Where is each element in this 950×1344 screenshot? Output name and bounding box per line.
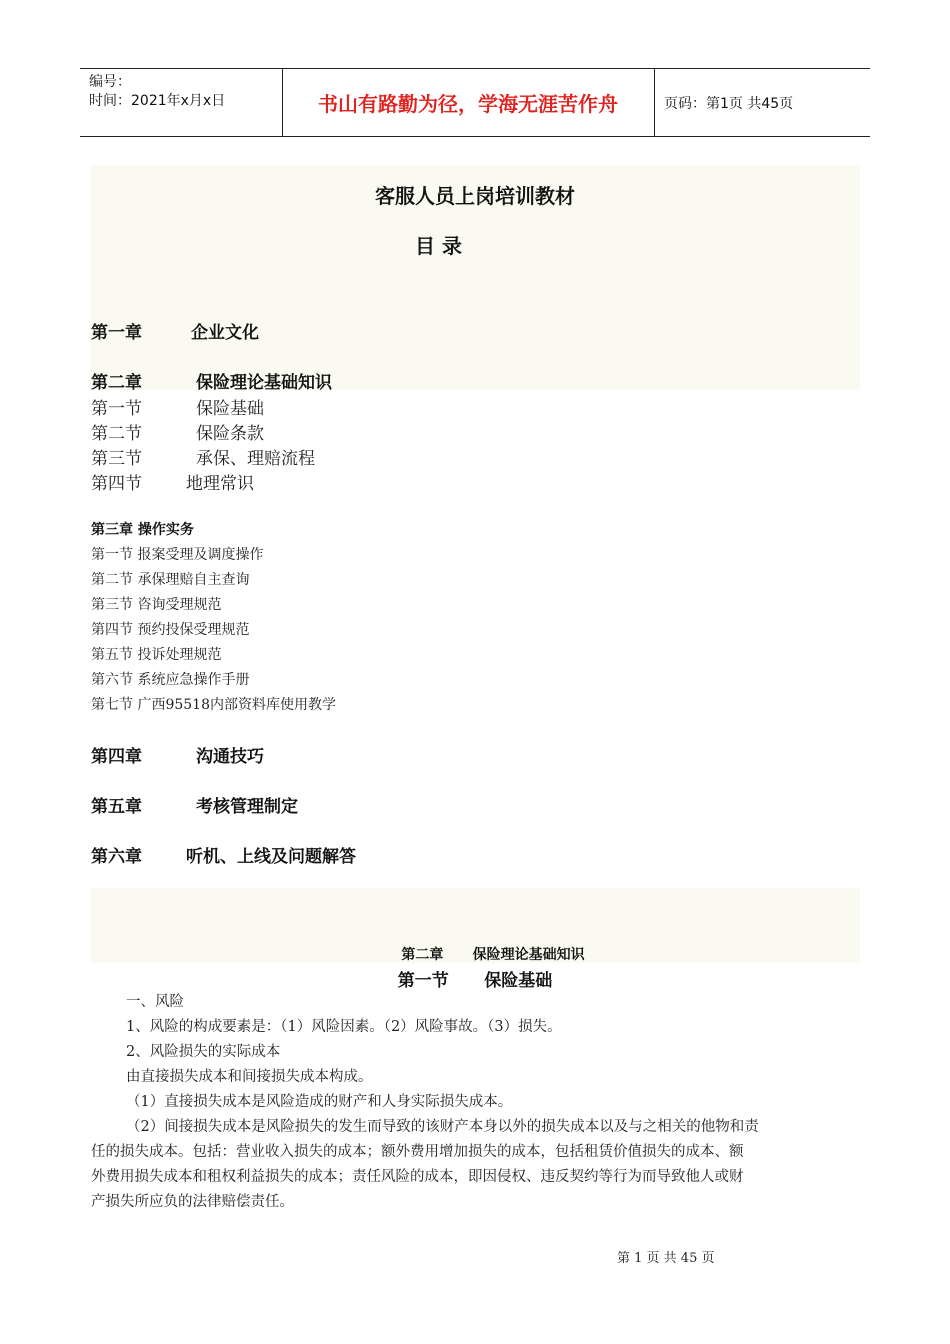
toc-section-title: 保险基础 xyxy=(196,399,264,419)
header-divider xyxy=(654,69,655,136)
toc-section-number: 第二节 xyxy=(91,424,142,444)
toc-ch3-section: 第二节 承保理赔自主查询 xyxy=(91,572,250,588)
toc-ch3-section: 第三节 咨询受理规范 xyxy=(91,597,222,613)
toc-section-number: 第一节 xyxy=(91,399,142,419)
toc-section-number: 第三节 xyxy=(91,449,142,469)
page-footer: 第 1 页 共 45 页 xyxy=(617,1251,715,1266)
header-meta xyxy=(89,73,225,111)
toc-chapter-2-title: 保险理论基础知识 xyxy=(196,373,332,393)
toc-ch3-section: 第六节 系统应急操作手册 xyxy=(91,672,250,688)
toc-chapter-4-title: 沟通技巧 xyxy=(196,747,264,767)
toc-ch3-section: 第七节 广西95518内部资料库使用教学 xyxy=(91,697,336,713)
body-line: 2、风险损失的实际成本 xyxy=(126,1044,281,1060)
body-line: 外费用损失成本和租权利益损失的成本；责任风险的成本，即因侵权、违反契约等行为而导致他人或财 xyxy=(91,1169,744,1185)
content-section-heading: 第一节 保险基础 xyxy=(397,971,553,991)
body-line: 由直接损失成本和间接损失成本构成。 xyxy=(126,1069,373,1085)
toc-chapter-1-title: 企业文化 xyxy=(191,323,259,343)
body-line: （2）间接损失成本是风险损失的发生而导致的该财产本身以外的损失成本以及与之相关的他物和责 xyxy=(126,1119,759,1135)
toc-section-number: 第四节 xyxy=(91,474,142,494)
header-page-info: 页码：第1页 共45页 xyxy=(664,95,794,112)
toc-chapter-4-number: 第四章 xyxy=(91,747,142,767)
body-line: 一、风险 xyxy=(126,994,184,1010)
toc-chapter-2-number: 第二章 xyxy=(91,373,142,393)
toc-chapter-6-title: 听机、上线及问题解答 xyxy=(186,847,356,867)
toc-chapter-5-number: 第五章 xyxy=(91,797,142,817)
body-line: （1）直接损失成本是风险造成的财产和人身实际损失成本。 xyxy=(126,1094,513,1110)
body-line: 1、风险的构成要素是：（1）风险因素。（2）风险事故。（3）损失。 xyxy=(126,1019,562,1035)
header-motto: 书山有路勤为径，学海无涯苦作舟 xyxy=(318,92,618,116)
document-title: 客服人员上岗培训教材 xyxy=(375,184,575,208)
toc-chapter-5-title: 考核管理制定 xyxy=(196,797,298,817)
time-label: 时间：2021年x月x日 xyxy=(89,93,226,109)
toc-ch3-section: 第四节 预约投保受理规范 xyxy=(91,622,250,638)
number-label: 编号： xyxy=(89,74,131,90)
body-line: 任的损失成本。包括：营业收入损失的成本；额外费用增加损失的成本，包括租赁价值损失的成本、额 xyxy=(91,1144,744,1160)
toc-ch3-section: 第一节 报案受理及调度操作 xyxy=(91,547,264,563)
header-table xyxy=(80,68,870,137)
body-line: 产损失所应负的法律赔偿责任。 xyxy=(91,1194,294,1210)
toc-chapter-6-number: 第六章 xyxy=(91,847,142,867)
toc-section-title: 保险条款 xyxy=(196,424,264,444)
toc-title: 目 录 xyxy=(415,234,462,258)
toc-section-title: 承保、理赔流程 xyxy=(196,449,315,469)
toc-ch3-section: 第五节 投诉处理规范 xyxy=(91,647,222,663)
content-chapter-heading: 第二章 保险理论基础知识 xyxy=(401,947,585,963)
toc-chapter-1-number: 第一章 xyxy=(91,323,142,343)
toc-chapter-3-heading: 第三章 操作实务 xyxy=(91,522,194,538)
toc-section-title: 地理常识 xyxy=(186,474,254,494)
